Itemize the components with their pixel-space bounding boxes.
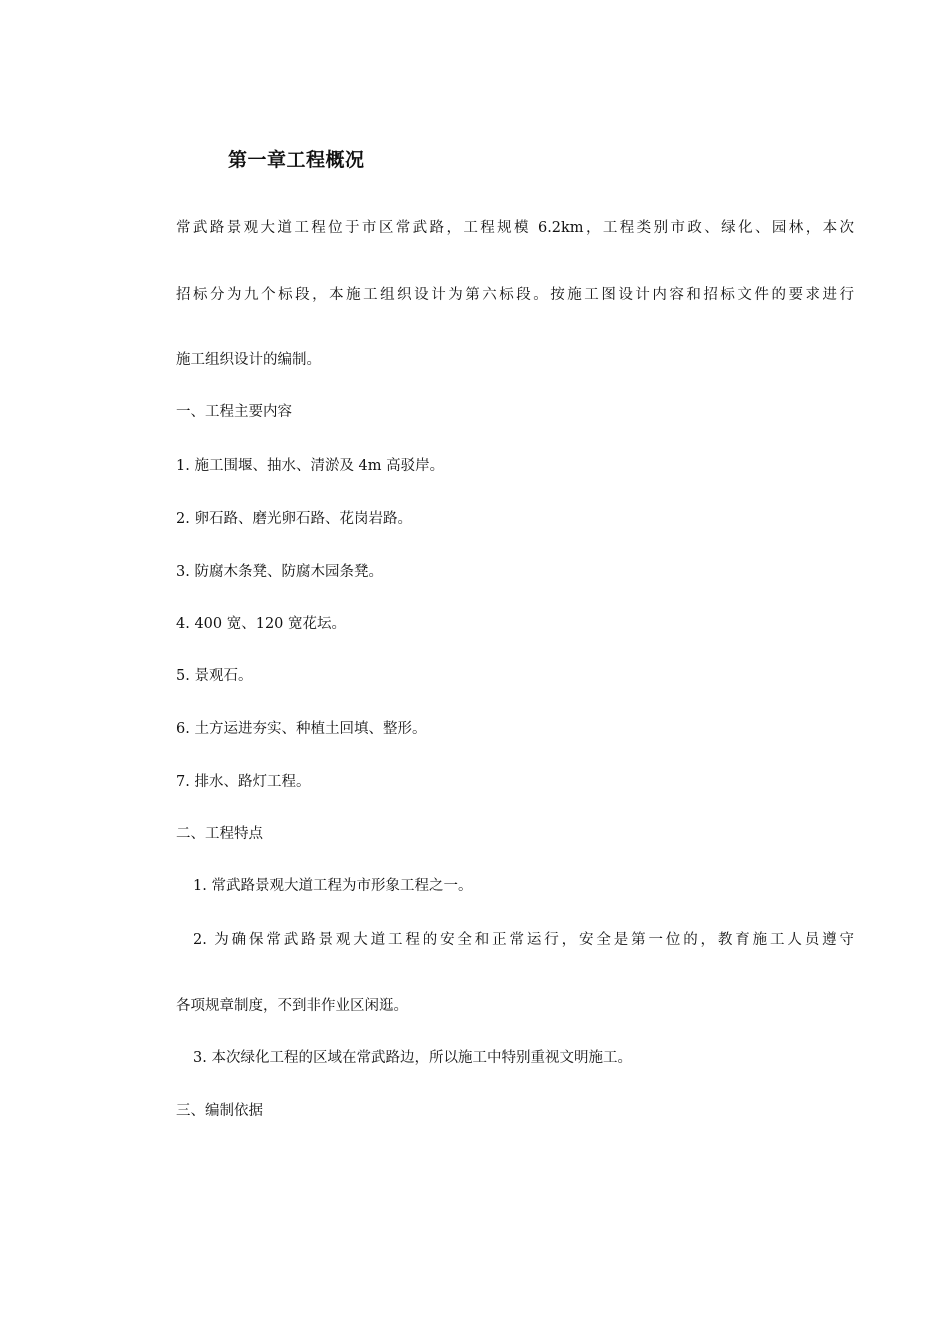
list-item: 1. 施工围堰、抽水、清淤及 4m 高驳岸。 (176, 458, 445, 474)
intro-line-3: 施工组织设计的编制。 (176, 352, 321, 368)
section-heading-basis: 三、编制依据 (176, 1103, 263, 1119)
feature-item-3: 3. 本次绿化工程的区域在常武路边，所以施工中特别重视文明施工。 (193, 1050, 632, 1066)
intro-line-2: 招标分为九个标段，本施工组织设计为第六标段。按施工图设计内容和招标文件的要求进行 (176, 287, 854, 303)
intro-line-1: 常武路景观大道工程位于市区常武路，工程规模 6.2km，工程类别市政、绿化、园林，本次 (176, 220, 854, 236)
list-item: 3. 防腐木条凳、防腐木园条凳。 (176, 564, 383, 580)
feature-item-1: 1. 常武路景观大道工程为市形象工程之一。 (193, 878, 473, 894)
list-item: 5. 景观石。 (176, 668, 253, 684)
list-item: 6. 土方运进夯实、种植土回填、整形。 (176, 721, 427, 737)
feature-item-2-line-1: 2. 为确保常武路景观大道工程的安全和正常运行，安全是第一位的，教育施工人员遵守 (193, 932, 854, 948)
list-item: 2. 卵石路、磨光卵石路、花岗岩路。 (176, 511, 412, 527)
list-item: 4. 400 宽、120 宽花坛。 (176, 616, 347, 632)
section-heading-features: 二、工程特点 (176, 826, 263, 842)
chapter-title: 第一章工程概况 (228, 149, 365, 171)
section-heading-main-content: 一、工程主要内容 (176, 404, 292, 420)
list-item: 7. 排水、路灯工程。 (176, 774, 311, 790)
feature-item-2-line-2: 各项规章制度，不到非作业区闲逛。 (176, 998, 408, 1014)
